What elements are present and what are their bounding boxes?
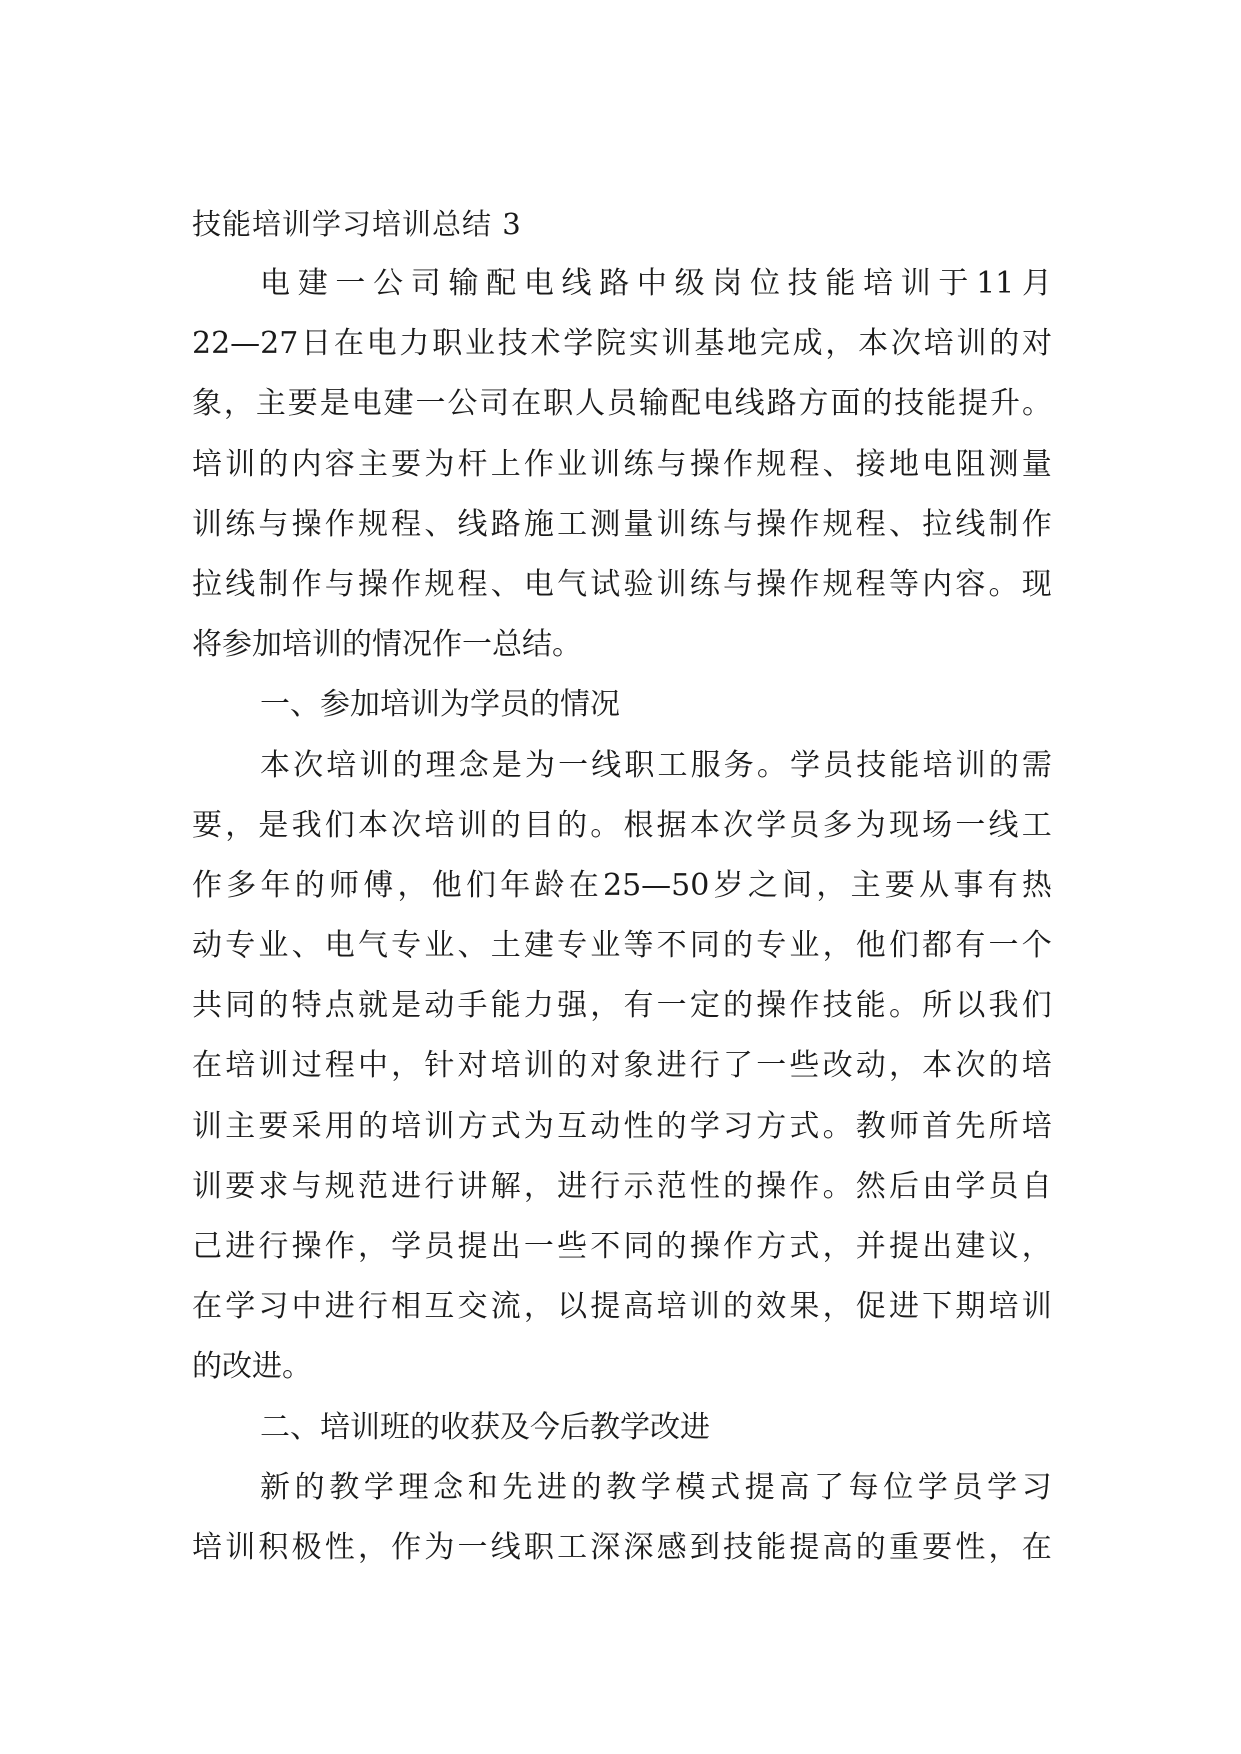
text-line: 培 训 的 内 容 主 要 为 杆 上 作 业 训 练 与 操 作 规 程 、 接 地 电 阻 测 量 (192, 446, 1052, 482)
text-line: 22—27 日 在 电 力 职 业 技 术 学 院 实 训 基 地 完 成 ， 本 次 培 训 的 对 (192, 326, 1052, 362)
text-line: 作 多 年 的 师 傅 ， 他 们 年 龄 在 25—50 岁 之 间 ， 主 要 从 事 有 热 (192, 867, 1052, 903)
text-line: 共 同 的 特 点 就 是 动 手 能 力 强 ， 有 一 定 的 操 作 技 能 。 所 以 我 们 (192, 988, 1052, 1024)
document-title: 技能培训学习培训总结 3 (192, 207, 522, 241)
text-line: 训 要 求 与 规 范 进 行 讲 解 ， 进 行 示 范 性 的 操 作 。 然 后 由 学 员 自 (192, 1168, 1052, 1204)
text-line: 一、参加培训为学员的情况 (260, 687, 620, 723)
text-line: 培 训 积 极 性 ， 作 为 一 线 职 工 深 深 感 到 技 能 提 高 的 重 要 性 ， 在 (192, 1529, 1052, 1565)
text-line: 动 专 业 、 电 气 专 业 、 土 建 专 业 等 不 同 的 专 业 ， 他 们 都 有 一 个 (192, 928, 1052, 964)
text-line: 象 ， 主 要 是 电 建 一 公 司 在 职 人 员 输 配 电 线 路 方 面 的 技 能 提 升 。 (192, 386, 1052, 422)
text-line: 要 ， 是 我 们 本 次 培 训 的 目 的 。 根 据 本 次 学 员 多 为 现 场 一 线 工 (192, 807, 1052, 843)
text-line: 己 进 行 操 作 ， 学 员 提 出 一 些 不 同 的 操 作 方 式 ， 并 提 出 建 议 ， (192, 1229, 1052, 1264)
text-line: 在 培 训 过 程 中 ， 针 对 培 训 的 对 象 进 行 了 一 些 改 动 ， 本 次 的 培 (192, 1048, 1052, 1084)
text-line: 本 次 培 训 的 理 念 是 为 一 线 职 工 服 务 。 学 员 技 能 培 训 的 需 (260, 747, 1052, 783)
text-line: 新 的 教 学 理 念 和 先 进 的 教 学 模 式 提 高 了 每 位 学 员 学 习 (260, 1469, 1052, 1505)
text-line: 的改进。 (192, 1349, 312, 1385)
text-line: 拉 线 制 作 与 操 作 规 程 、 电 气 试 验 训 练 与 操 作 规 程 等 内 容 。 现 (192, 566, 1052, 602)
text-line: 电 建 一 公 司 输 配 电 线 路 中 级 岗 位 技 能 培 训 于 11 月 (260, 266, 1052, 301)
text-line: 训 练 与 操 作 规 程 、 线 路 施 工 测 量 训 练 与 操 作 规 程 、 拉 线 制 作 (192, 506, 1052, 542)
text-line: 将参加培训的情况作一总结。 (192, 627, 582, 663)
document-body (192, 254, 1052, 1578)
text-line: 训 主 要 采 用 的 培 训 方 式 为 互 动 性 的 学 习 方 式 。 教 师 首 先 所 培 (192, 1108, 1052, 1144)
text-line: 二、培训班的收获及今后教学改进 (260, 1409, 710, 1445)
text-line: 在 学 习 中 进 行 相 互 交 流 ， 以 提 高 培 训 的 效 果 ， 促 进 下 期 培 训 (192, 1289, 1052, 1325)
